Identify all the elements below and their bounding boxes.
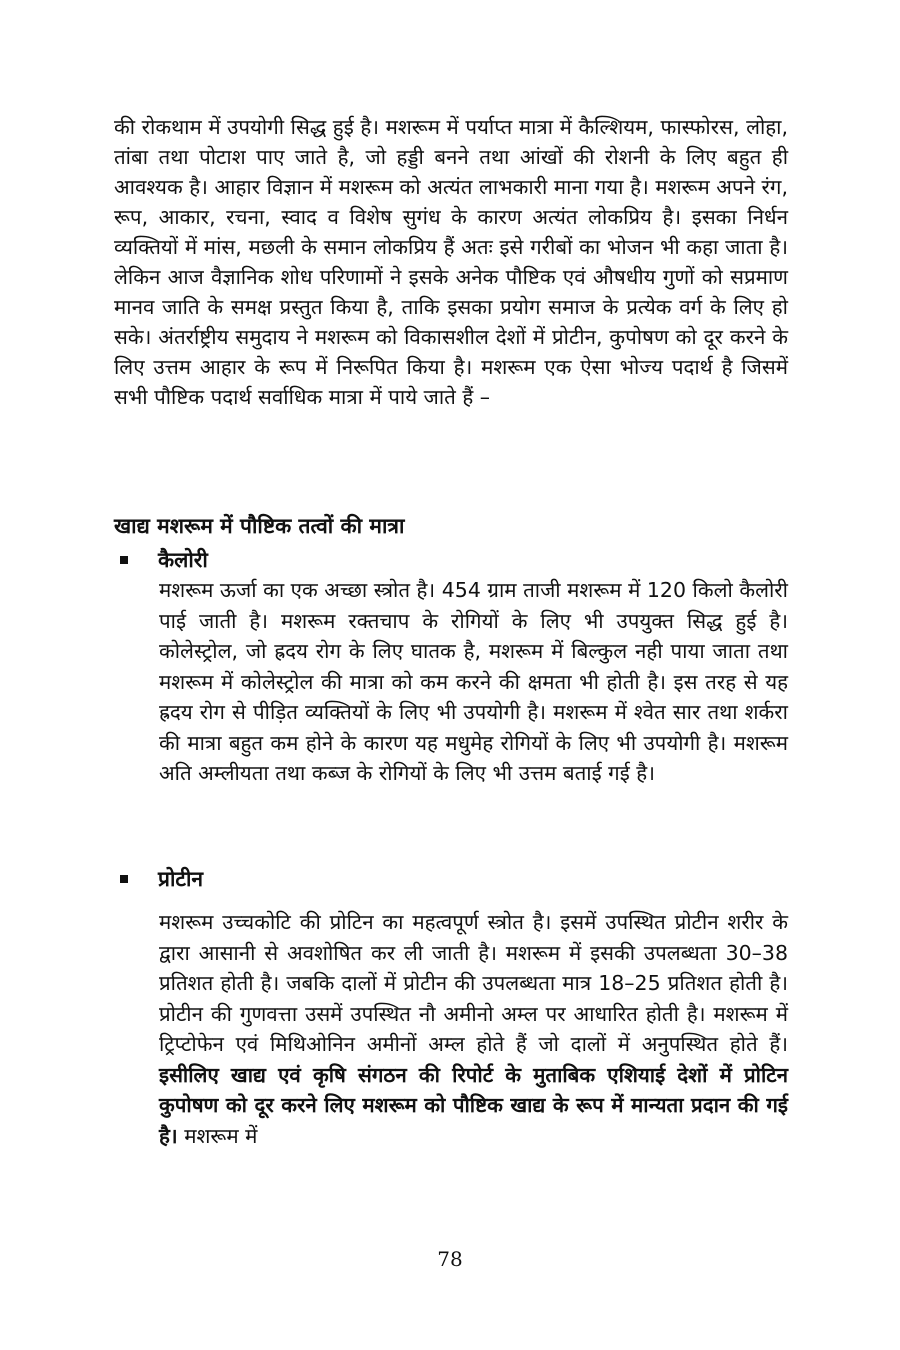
calorie-paragraph: मशरूम ऊर्जा का एक अच्छा स्त्रोत है। 454 ग्राम ताजी मशरूम में 120 किलो कैलोरी पाई जाती है। मशरूम रक्तचाप के रोगियों के लिए भी उपयुक्त सिद्ध हुई है। कोलेस्ट्रोल, जो ह्रदय रोग के लिए घातक है, मशरूम में बिल्कुल नही पाया जाता तथा मशरूम में कोलेस्ट्रोल की मात्रा को कम करने की क्षमता भी होती है। इस तरह से यह ह्रदय रोग से पीड़ित व्यक्तियों के लिए भी उपयोगी है। मशरूम में श्वेत सार तथा शर्करा की मात्रा बहुत कम होने के कारण यह मधुमेह रोगियों के लिए भी उपयोगी है। मशरूम अति अम्लीयता तथा कब्ज के रोगियों के लिए भी उत्तम बताई गई है। bbox=[159, 578, 788, 785]
square-bullet-icon bbox=[120, 875, 128, 883]
bullet-item-protein bbox=[120, 864, 203, 894]
bullet-title-protein: प्रोटीन bbox=[158, 867, 204, 891]
square-bullet-icon bbox=[120, 556, 128, 564]
protein-paragraph bbox=[159, 907, 788, 1151]
section-heading: खाद्य मशरूम में पौष्टिक तत्वों की मात्रा bbox=[114, 514, 405, 538]
protein-text: मशरूम उच्चकोटि की प्रोटिन का महत्वपूर्ण स्त्रोत है। इसमें उपस्थित प्रोटीन शरीर के द्वारा आसानी से अवशोषित कर ली जाती है। मशरूम में इसकी उपलब्धता 30–38 प्रतिशत होती है। जबकि दालों में प्रोटीन की उपलब्धता मात्र 18–25 प्रतिशत होती है। प्रोटीन की गुणवत्ता उसमें उपस्थित नौ अमीनो अम्ल पर आधारित होती है। मशरूम में ट्रिप्टोफेन एवं मिथिओनिन अमीनों अम्ल होते हैं जो दालों में अनुपस्थित होते हैं। bbox=[159, 910, 788, 1056]
bullet-item-calorie bbox=[120, 545, 208, 575]
bullet-title-calorie: कैलोरी bbox=[158, 548, 208, 572]
protein-text-continued: मशरूम में bbox=[184, 1123, 258, 1148]
intro-paragraph: की रोकथाम में उपयोगी सिद्ध हुई है। मशरूम में पर्याप्त मात्रा में कैल्शियम, फास्फोरस, लोहा, तांबा तथा पोटाश पाए जाते है, जो हड्डी बनने तथा आंखों की रोशनी के लिए बहुत ही आवश्यक है। आहार विज्ञान में मशरूम को अत्यंत लाभकारी माना गया है। मशरूम अपने रंग, रूप, आकार, रचना, स्वाद व विशेष सुगंध के कारण अत्यंत लोकप्रिय है। इसका निर्धन व्यक्तियों में मांस, मछली के समान लोकप्रिय हैं अतः इसे गरीबों का भोजन भी कहा जाता है। लेकिन आज वैज्ञानिक शोध परिणामों ने इसके अनेक पौष्टिक एवं औषधीय गुणों को सप्रमाण मानव जाति के समक्ष प्रस्तुत किया है, ताकि इसका प्रयोग समाज के प्रत्येक वर्ग के लिए हो सके। अंतर्राष्ट्रीय समुदाय ने मशरूम को विकासशील देशों में प्रोटीन, कुपोषण को दूर करने के लिए उत्तम आहार के रूप में निरूपित किया है। मशरूम एक ऐसा भोज्य पदार्थ है जिसमें सभी पौष्टिक पदार्थ सर्वाधिक मात्रा में पाये जाते हैं – bbox=[114, 115, 788, 409]
page-number: 78 bbox=[437, 1247, 463, 1271]
protein-bold-text: इसीलिए खाद्य एवं कृषि संगठन की रिपोर्ट के मुताबिक एशियाई देशों में प्रोटिन कुपोषण को दूर करने लिए मशरूम को पौष्टिक खाद्य के रूप में मान्यता प्रदान की गई है। bbox=[159, 1062, 788, 1148]
